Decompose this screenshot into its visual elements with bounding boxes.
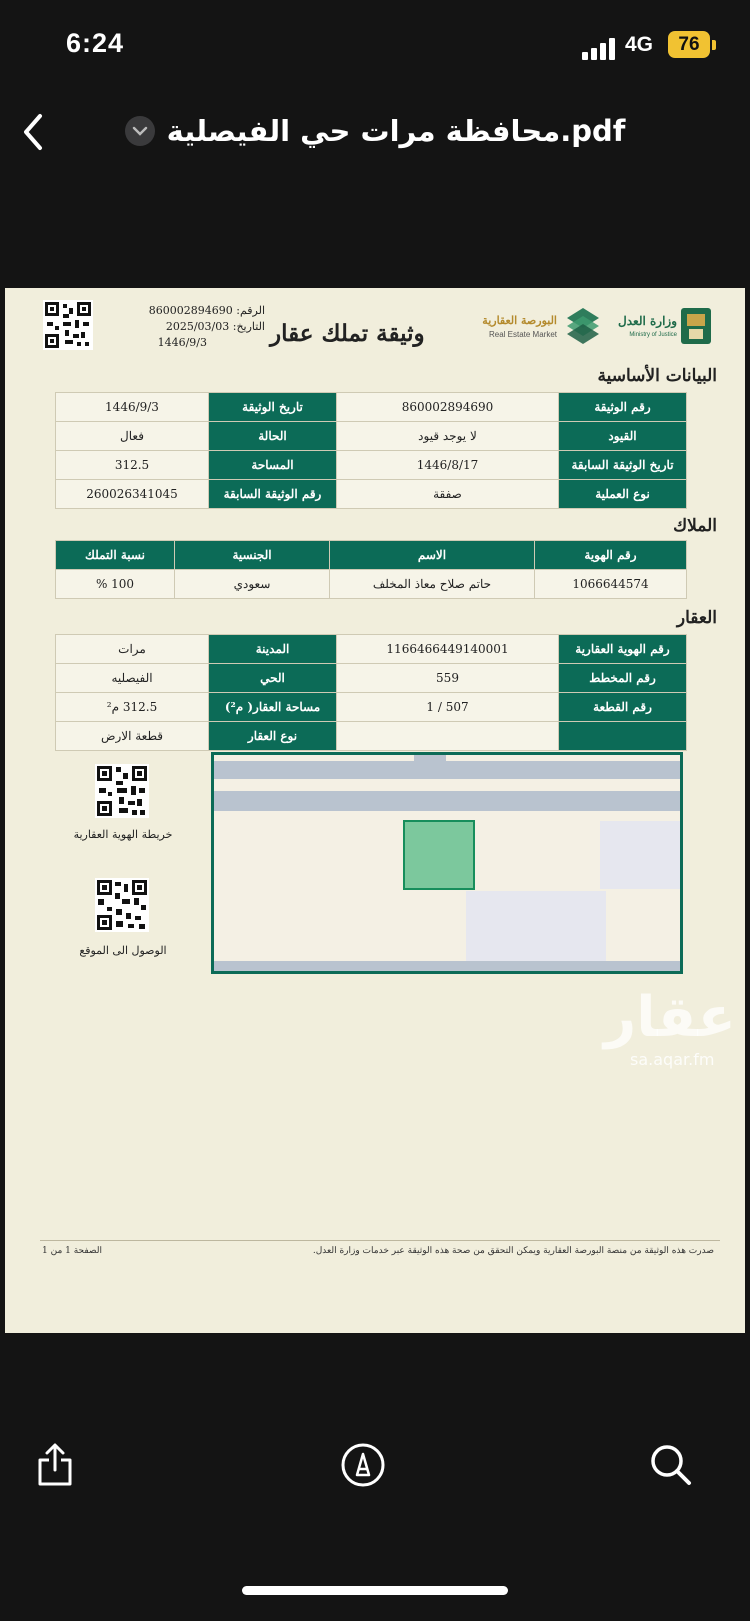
table-cell-value [337,722,559,751]
table-row [56,451,687,480]
property-title: العقار [676,608,717,628]
table-cell-value: 1446/8/17 [337,451,559,480]
real-estate-market-logo: البورصة العقارية Real Estate Market [463,302,603,352]
document-reference: الرقم: 860002894690 التاريخ: 2025/03/03 1446/9/3 [148,304,265,349]
table-cell-value: الفيصليه [56,664,209,693]
table-row [56,393,687,422]
table-cell-value: 312.5 [56,451,209,480]
watermark-url: sa.aqar.fm [630,1050,715,1069]
table-cell-value: 312.5 م² [56,693,209,722]
watermark-logo: عقار [604,985,736,1050]
document-title: وثيقة تملك عقار [270,320,425,347]
qr-code-icon [95,878,149,932]
header-logos [463,302,713,354]
table-cell-value: 507 / 1 [337,693,559,722]
table-cell-label: الحالة [209,422,337,451]
table-cell-label: تاريخ الوثيقة [209,393,337,422]
table-cell-label: رقم الوثيقة [559,393,687,422]
table-cell-value: 1446/9/3 [56,393,209,422]
table-cell-value: لا يوجد قيود [337,422,559,451]
table-header: الاسم [330,541,535,570]
location-qr-label: الوصول الى الموقع [79,944,167,957]
ref-number: 860002894690 [148,304,233,317]
table-cell-label: رقم الوثيقة السابقة [209,480,337,509]
owners-title: الملاك [673,516,717,536]
property-map-qr-label: خريطة الهوية العقارية [73,828,173,841]
page-indicator: الصفحة 1 من 1 [42,1246,102,1256]
ref-date: 2025/03/03 [165,320,230,333]
table-cell-value: صفقة [337,480,559,509]
table-cell-value: فعال [56,422,209,451]
table-cell-label: تاريخ الوثيقة السابقة [559,451,687,480]
battery-icon: 76 [668,31,710,58]
property-map [211,752,683,974]
table-cell-label: رقم المخطط [559,664,687,693]
markup-icon[interactable] [338,1440,388,1490]
table-row [56,693,687,722]
property-table [55,634,687,751]
table-cell-value: مرات [56,635,209,664]
table-row [56,635,687,664]
table-header: الجنسية [175,541,330,570]
table-cell-value: 559 [337,664,559,693]
footer-divider [40,1240,720,1241]
table-row [56,722,687,751]
table-cell-label: رقم القطعة [559,693,687,722]
network-label: 4G [625,33,654,56]
table-cell-value: 100 % [56,570,175,599]
owners-table [55,540,687,599]
table-header-row [56,541,687,570]
search-icon[interactable] [646,1440,696,1490]
table-row [56,664,687,693]
file-title-bar[interactable] [0,108,750,154]
home-indicator[interactable] [242,1586,508,1595]
table-cell-label: نوع العملية [559,480,687,509]
table-cell-value: 860002894690 [337,393,559,422]
qr-code-icon [43,300,93,350]
table-cell-label: الحي [209,664,337,693]
file-name: محافظة مرات حي الفيصلية.pdf [166,114,626,148]
battery-tip [712,40,716,50]
table-cell-label: المدينة [209,635,337,664]
status-bar [0,0,750,90]
table-row [56,480,687,509]
table-header: رقم الهوية [535,541,687,570]
table-header: نسبة التملك [56,541,175,570]
signal-icon [582,38,616,60]
table-cell-label: المساحة [209,451,337,480]
table-row [56,570,687,599]
table-cell-value: قطعة الارض [56,722,209,751]
basic-data-table [55,392,687,509]
table-cell-value: حاتم صلاح معاذ المخلف [330,570,535,599]
table-cell-value: 1066644574 [535,570,687,599]
footer-note: صدرت هذه الوثيقة من منصة البورصة العقارية ويمكن التحقق من صحة هذه الوثيقة عبر خدمات وزارة العدل. [312,1246,714,1256]
table-cell-label: القيود [559,422,687,451]
share-icon[interactable] [30,1440,80,1490]
status-time: 6:24 [66,28,125,58]
ref-date-hijri: 1446/9/3 [157,336,207,349]
basic-data-title: البيانات الأساسية [597,366,717,386]
justice-logo: وزارة العدل Ministry of Justice [613,302,713,352]
table-cell-label: مساحة العقار( م²) [209,693,337,722]
chevron-down-icon[interactable] [125,116,155,146]
table-cell-value: سعودي [175,570,330,599]
qr-code-icon [95,764,149,818]
table-row [56,422,687,451]
table-cell-value: 260026341045 [56,480,209,509]
table-cell-label: رقم الهوية العقارية [559,635,687,664]
table-cell-value: 1166466449140001 [337,635,559,664]
table-cell-label [559,722,687,751]
table-cell-label: نوع العقار [209,722,337,751]
